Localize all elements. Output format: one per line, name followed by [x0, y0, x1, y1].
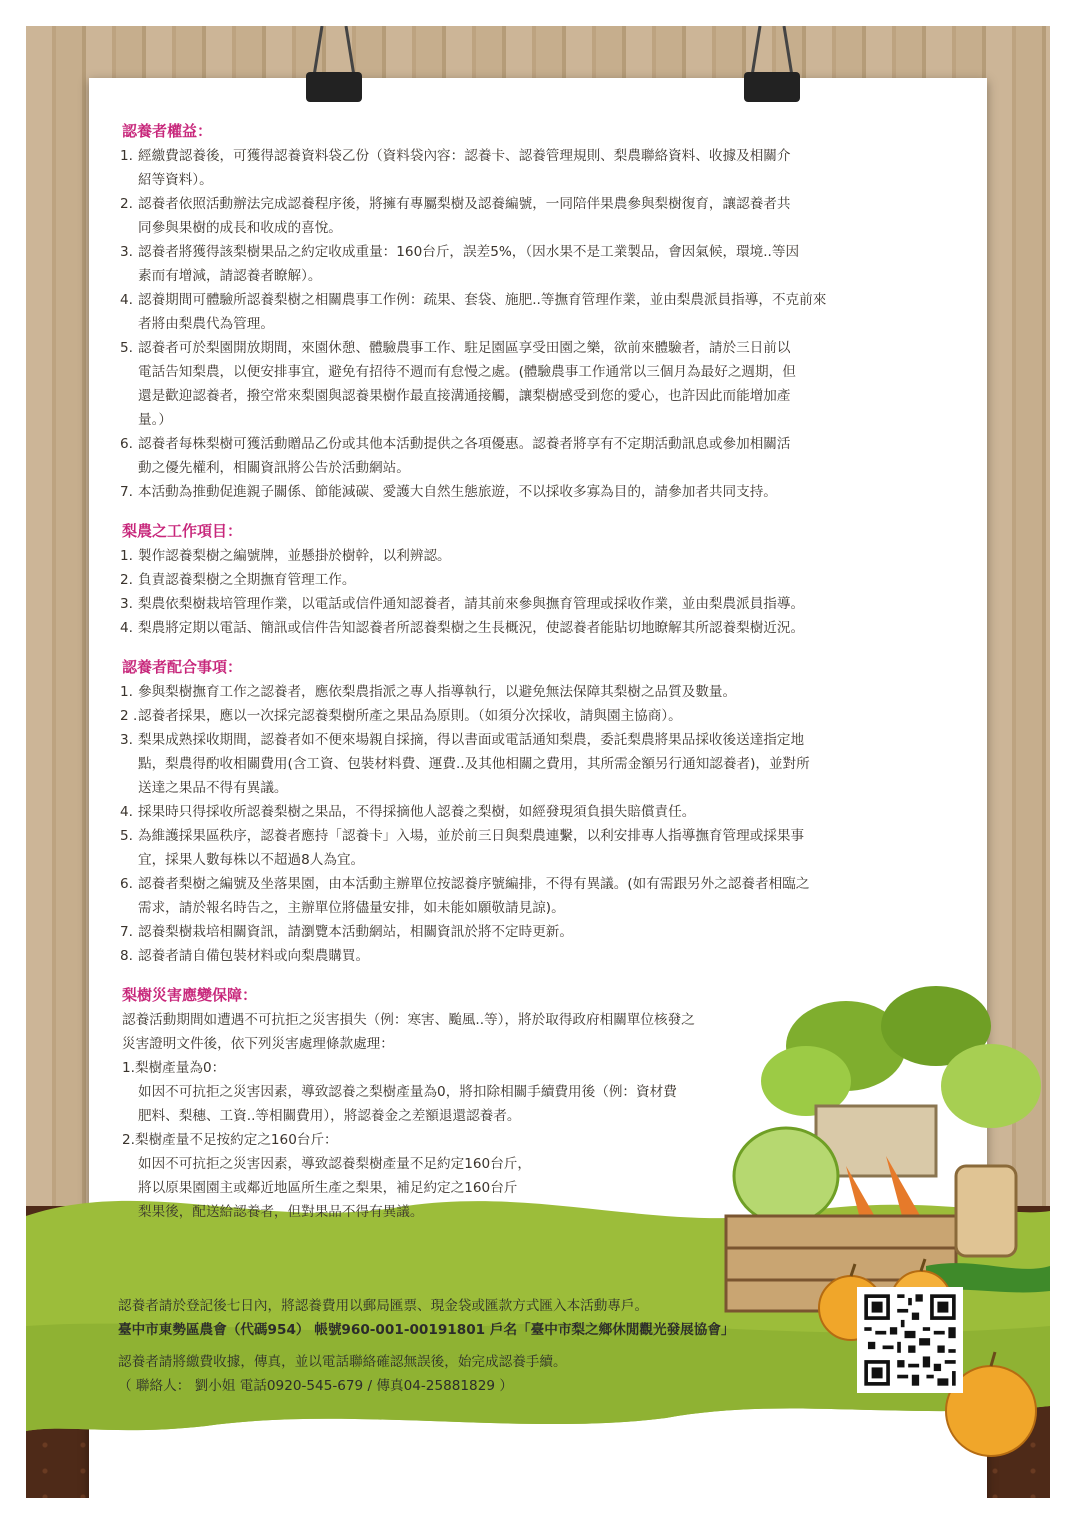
- item-line: 紹等資料）。: [138, 172, 213, 188]
- item-text: [138, 800, 950, 824]
- qr-code-icon[interactable]: [857, 1287, 963, 1393]
- main-content: [120, 118, 950, 1238]
- item-number: 5.: [120, 828, 133, 844]
- item-text: [138, 288, 950, 336]
- list-item: [120, 568, 950, 592]
- list-item: [120, 480, 950, 504]
- list-item: [120, 240, 950, 288]
- disaster-case-line: 肥料、梨穗、工資..等相關費用），將認養金之差額退還認養者。: [138, 1108, 521, 1124]
- item-line: 負責認養梨樹之全期撫育管理工作。: [138, 572, 356, 588]
- item-text: [138, 592, 950, 616]
- item-line: 參與梨樹撫育工作之認養者，應依梨農指派之專人指導執行，以避免無法保障其梨樹之品質及數量。: [138, 684, 737, 700]
- item-line: 製作認養梨樹之編號牌，並懸掛於樹幹，以利辨認。: [138, 548, 451, 564]
- item-text: [138, 568, 950, 592]
- section-adopter-duties: [120, 654, 950, 968]
- item-number: 7.: [120, 484, 133, 500]
- item-number: 3.: [120, 596, 133, 612]
- item-line: 素而有增減，請認養者瞭解）。: [138, 268, 322, 284]
- item-line: 認養者請自備包裝材料或向梨農購買。: [138, 948, 370, 964]
- item-number: 7.: [120, 924, 133, 940]
- item-text: [138, 728, 950, 800]
- list-item: [120, 616, 950, 640]
- list-item: [120, 192, 950, 240]
- item-number: 4.: [120, 620, 133, 636]
- section-title: 認養者配合事項：: [122, 658, 243, 676]
- list-item: [120, 592, 950, 616]
- contact-info: （ 聯絡人： 劉小姐 電話0920-545-679 / 傳真04-25881829 ）: [118, 1378, 513, 1394]
- item-number: 1.: [120, 548, 133, 564]
- list-item: [120, 544, 950, 568]
- item-line: 認養者依照活動辦法完成認養程序後，將擁有專屬梨樹及認養編號，一同陪伴果農參與梨樹復育，讓認養者共: [138, 196, 791, 212]
- item-line: 電話告知梨農，以便安排事宜，避免有招待不週而有怠慢之處。(體驗農事工作通常以三個月為最好之週期，但: [138, 364, 796, 380]
- item-text: [138, 544, 950, 568]
- item-text: [138, 920, 950, 944]
- item-number: 5.: [120, 340, 133, 356]
- bank-account-info: 臺中市東勢區農會（代碼954） 帳號960-001-00191801 戶名「臺中市梨之鄉休閒觀光發展協會」: [118, 1322, 735, 1338]
- item-text: [138, 192, 950, 240]
- list-item: [120, 288, 950, 336]
- item-line: 採果時只得採收所認養梨樹之果品，不得採摘他人認養之梨樹，如經發現須負損失賠償責任。: [138, 804, 696, 820]
- item-line: 點，梨農得酌收相關費用(含工資、包裝材料費、運費..及其他相關之費用，其所需金額另行通知認養者)，並對所: [138, 756, 810, 772]
- item-line: 梨果成熟採收期間，認養者如不便來場親自採摘，得以書面或電話通知梨農，委託梨農將果品採收後送達指定地: [138, 732, 805, 748]
- section-title: 認養者權益：: [122, 122, 213, 140]
- item-line: 經繳費認養後，可獲得認養資料袋乙份（資料袋內容：認養卡、認養管理規則、梨農聯絡資料、收據及相關介: [138, 148, 791, 164]
- list-item: [120, 728, 950, 800]
- item-line: 量。）: [138, 412, 172, 428]
- item-line: 梨農將定期以電話、簡訊或信件告知認養者所認養梨樹之生長概況，使認養者能貼切地瞭解其所認養梨樹近況。: [138, 620, 805, 636]
- item-number: 1.: [120, 148, 133, 164]
- list-item: [120, 704, 950, 728]
- item-text: [138, 616, 950, 640]
- list-item: [120, 872, 950, 920]
- item-line: 認養者將獲得該梨樹果品之約定收成重量：160台斤，誤差5%，（因水果不是工業製品，會因氣候，環境..等因: [138, 244, 800, 260]
- item-text: [138, 704, 950, 728]
- list-item: [120, 432, 950, 480]
- binder-clip-icon: [304, 26, 364, 106]
- section-rights: [120, 118, 950, 504]
- item-number: 6.: [120, 876, 133, 892]
- item-line: 需求，請於報名時告之，主辦單位將儘量安排，如未能如願敬請見諒)。: [138, 900, 565, 916]
- item-line: 者將由梨農代為管理。: [138, 316, 274, 332]
- item-line: 本活動為推動促進親子關係、節能減碳、愛護大自然生態旅遊，不以採收多寡為目的，請參加者共同支持。: [138, 484, 777, 500]
- disaster-case-line: 如因不可抗拒之災害因素，導致認養之梨樹產量為0，將扣除相關手續費用後（例：資材費: [138, 1084, 677, 1100]
- payment-footer: [118, 1294, 848, 1398]
- item-number: 1.: [120, 684, 133, 700]
- list-item: [120, 336, 950, 432]
- list-item: [120, 944, 950, 968]
- item-text: [138, 240, 950, 288]
- item-text: [138, 872, 950, 920]
- disaster-intro-line: 災害證明文件後，依下列災害處理條款處理：: [122, 1036, 394, 1052]
- item-line: 送達之果品不得有異議。: [138, 780, 288, 796]
- list-item: [120, 800, 950, 824]
- item-number: 6.: [120, 436, 133, 452]
- disaster-case-line: 如因不可抗拒之災害因素，導致認養梨樹產量不足約定160台斤，: [138, 1156, 531, 1172]
- item-line: 認養者採果，應以一次採完認養梨樹所產之果品為原則。（如須分次採收，請與園主協商）。: [138, 708, 682, 724]
- disaster-case-head: 1.梨樹產量為0：: [122, 1060, 226, 1076]
- binder-clip-icon: [742, 26, 802, 106]
- disaster-intro-line: 認養活動期間如遭遇不可抗拒之災害損失（例：寒害、颱風..等），將於取得政府相關單位核發之: [122, 1012, 695, 1028]
- disaster-case-line: 梨果後，配送給認養者，但對果品不得有異議。: [138, 1204, 424, 1220]
- item-number: 4.: [120, 804, 133, 820]
- disaster-case-line: 將以原果園園主或鄰近地區所生產之梨果，補足約定之160台斤: [138, 1180, 518, 1196]
- section-title: 梨農之工作項目：: [122, 522, 243, 540]
- item-line: 宜，採果人數每株以不超過8人為宜。: [138, 852, 365, 868]
- list-item: [120, 824, 950, 872]
- item-number: 4.: [120, 292, 133, 308]
- item-line: 認養者可於梨園開放期間，來園休憩、體驗農事工作、駐足園區享受田園之樂，欲前來體驗者，請於三日前以: [138, 340, 791, 356]
- item-line: 認養者每株梨樹可獲活動贈品乙份或其他本活動提供之各項優惠。認養者將享有不定期活動訊息或參加相關活: [138, 436, 791, 452]
- item-number: 3.: [120, 732, 133, 748]
- item-line: 動之優先權利，相關資訊將公告於活動網站。: [138, 460, 410, 476]
- list-item: [120, 680, 950, 704]
- item-line: 梨農依梨樹栽培管理作業，以電話或信件通知認養者，請其前來參與撫育管理或採收作業，並由梨農派員指導。: [138, 596, 805, 612]
- section-disaster: [120, 982, 950, 1224]
- item-number: 2 .: [120, 708, 138, 724]
- item-number: 2.: [120, 196, 133, 212]
- item-line: 認養期間可體驗所認養梨樹之相關農事工作例：疏果、套袋、施肥..等撫育管理作業，並由梨農派員指導，不克前來: [138, 292, 827, 308]
- payment-instructions: 認養者請於登記後七日內，將認養費用以郵局匯票、現金袋或匯款方式匯入本活動專戶。: [118, 1298, 649, 1314]
- item-number: 2.: [120, 572, 133, 588]
- item-line: 還是歡迎認養者，撥空常來梨園與認養果樹作最直接溝通接觸，讓梨樹感受到您的愛心，也許因此而能增加產: [138, 388, 791, 404]
- list-item: [120, 920, 950, 944]
- item-text: [138, 944, 950, 968]
- item-text: [138, 432, 950, 480]
- item-text: [138, 680, 950, 704]
- item-number: 8.: [120, 948, 133, 964]
- item-number: 3.: [120, 244, 133, 260]
- item-text: [138, 336, 950, 432]
- item-line: 認養者梨樹之編號及坐落果園，由本活動主辦單位按認養序號編排，不得有異議。(如有需跟另外之認養者相臨之: [138, 876, 810, 892]
- section-title: 梨樹災害應變保障：: [122, 986, 258, 1004]
- item-line: 同參與果樹的成長和收成的喜悅。: [138, 220, 342, 236]
- item-line: 認養梨樹栽培相關資訊，請瀏覽本活動網站，相關資訊於將不定時更新。: [138, 924, 573, 940]
- item-text: [138, 144, 950, 192]
- item-text: [138, 480, 950, 504]
- list-item: [120, 144, 950, 192]
- section-farmer-work: [120, 518, 950, 640]
- item-text: [138, 824, 950, 872]
- disaster-case-head: 2.梨樹產量不足按約定之160台斤：: [122, 1132, 338, 1148]
- item-line: 為維護採果區秩序，認養者應持「認養卡」入場，並於前三日與梨農連繫，以利安排專人指導撫育管理或採果事: [138, 828, 805, 844]
- receipt-instructions: 認養者請將繳費收據，傳真，並以電話聯絡確認無誤後，始完成認養手續。: [118, 1354, 567, 1370]
